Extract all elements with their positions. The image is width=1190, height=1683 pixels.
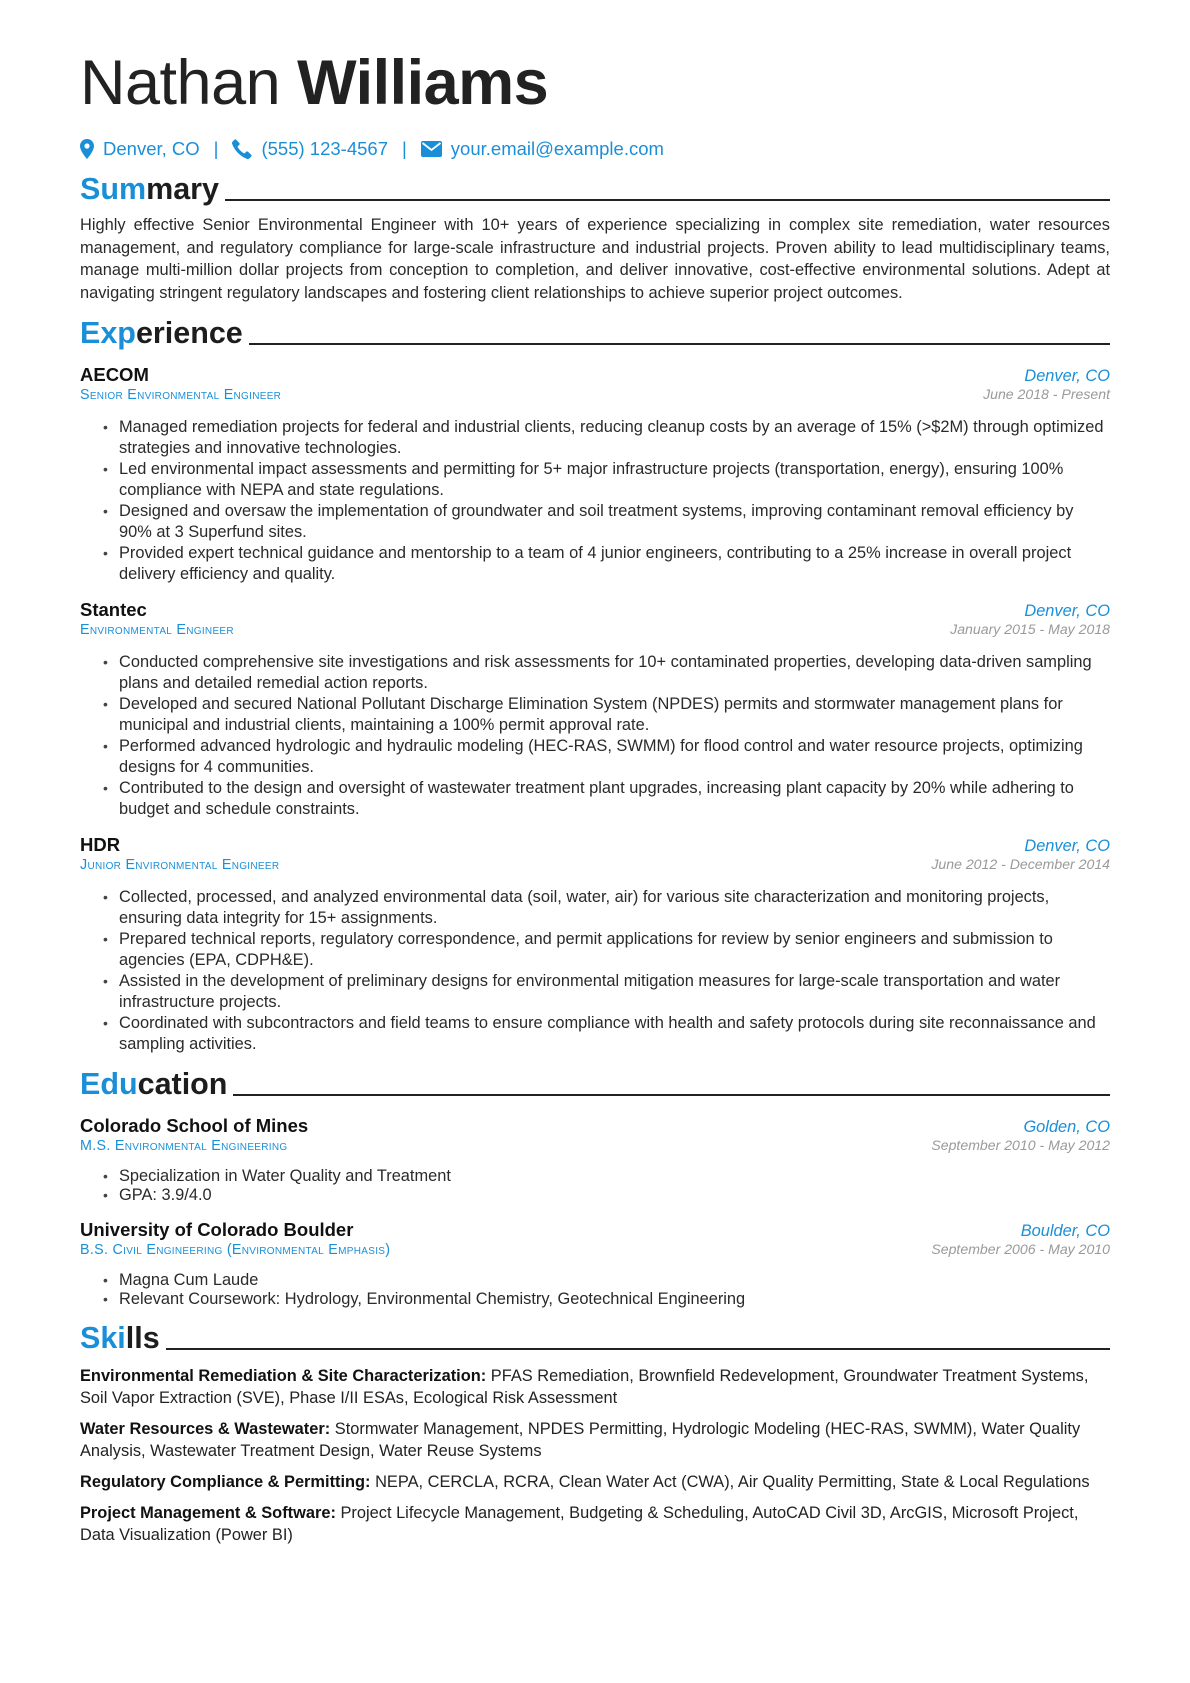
contact-location [80, 138, 200, 160]
first-name: Nathan [80, 48, 281, 118]
education-dates: September 2010 - May 2012 [931, 1137, 1110, 1154]
company-name: HDR [80, 834, 121, 856]
bullet-item: • Performed advanced hydrologic and hydraulic modeling (HEC-RAS, SWMM) for flood control and water resource projects, optimizing designs for 4 communities. [104, 736, 1110, 778]
bullet-item: • Collected, processed, and analyzed environmental data (soil, water, air) for various site characterization and monitoring projects, ensuring data integrity for 15+ assignments. [104, 887, 1110, 929]
contact-separator: | [213, 138, 219, 159]
job-dates: June 2012 - December 2014 [931, 856, 1110, 873]
company-name: AECOM [80, 364, 149, 386]
bullet-item: • GPA: 3.9/4.0 [104, 1186, 1110, 1205]
section-title-rest: lls [125, 1321, 160, 1356]
skill-value: Stormwater Management, NPDES Permitting, Hydrologic Modeling (HEC-RAS, SWMM), Water Quality Analysis, Wastewater Treatment Design, Water Reuse Systems [80, 1420, 1081, 1461]
section-title-summary [80, 172, 219, 206]
education-entry-mines [80, 1115, 1110, 1205]
school-location: Boulder, CO [1020, 1222, 1110, 1241]
bullet-item: • Relevant Coursework: Hydrology, Environmental Chemistry, Geotechnical Engineering [104, 1290, 1110, 1309]
section-rule [225, 199, 1110, 201]
summary-heading [80, 170, 1110, 206]
skills-list [80, 1365, 1110, 1546]
contact-line [80, 134, 1110, 164]
company-name: Stantec [80, 599, 147, 621]
section-rule [233, 1094, 1110, 1096]
bullet-item: • Conducted comprehensive site investigations and risk assessments for 10+ contaminated properties, developing data-driven sampling plans and detailed remedial action reports. [104, 652, 1110, 694]
skill-value: Project Lifecycle Management, Budgeting & Scheduling, AutoCAD Civil 3D, ArcGIS, Microsoft Project, Data Visualization (Power BI) [80, 1504, 1079, 1545]
school-name: University of Colorado Boulder [80, 1219, 354, 1241]
skills-heading [80, 1319, 1110, 1355]
education-dates: September 2006 - May 2010 [931, 1241, 1110, 1258]
skill-group [80, 1502, 1110, 1546]
map-pin-icon [80, 139, 103, 159]
experience-entry-stantec [80, 599, 1110, 820]
section-rule [249, 343, 1110, 345]
section-rule [166, 1348, 1110, 1350]
section-title-accent: Sum [80, 172, 147, 206]
section-title-rest: mary [146, 172, 220, 206]
candidate-name [80, 46, 1110, 120]
skill-group [80, 1418, 1110, 1462]
education-heading [80, 1065, 1110, 1101]
school-name: Colorado School of Mines [80, 1115, 309, 1137]
education-entry-cu-boulder [80, 1219, 1110, 1309]
section-title-skills [80, 1321, 160, 1355]
bullet-item: • Magna Cum Laude [104, 1271, 1110, 1290]
job-bullets [80, 417, 1110, 585]
bullet-item: • Developed and secured National Pollutant Discharge Elimination System (NPDES) permits and stormwater management plans for municipal and industrial clients, maintaining a 100% permit approval rate. [104, 694, 1110, 736]
job-location: Denver, CO [1024, 602, 1110, 621]
bullet-item: • Provided expert technical guidance and mentorship to a team of 4 junior engineers, contributing to a 25% increase in overall project delivery efficiency and quality. [104, 543, 1110, 585]
experience-heading [80, 314, 1110, 350]
summary-text: Highly effective Senior Environmental Engineer with 10+ years of experience specializing in complex site remediation, water resources management, and regulatory compliance for large-scale infrastructure and industrial projects. Proven ability to lead multidisciplinary teams, manage multi-million dollar projects from conception to completion, and deliver innovative, cost-effective environmental solutions. Adept at navigating stringent regulatory landscapes and fostering client relationships to achieve superior project outcomes. [80, 216, 1110, 302]
bullet-item: • Designed and oversaw the implementation of groundwater and soil treatment systems, improving contaminant removal efficiency by 90% at 3 Superfund sites. [104, 501, 1110, 543]
job-location: Denver, CO [1024, 367, 1110, 386]
section-title-accent: Edu [80, 1067, 138, 1102]
education-bullets [80, 1271, 1110, 1309]
job-location: Denver, CO [1024, 837, 1110, 856]
degree: B.S. Civil Engineering (Environmental Emphasis) [80, 1242, 391, 1259]
job-title: Senior Environmental Engineer [80, 387, 282, 404]
bullet-item: • Assisted in the development of preliminary designs for environmental mitigation measures for large-scale transportation and water infrastructure projects. [104, 971, 1110, 1013]
skill-label: Regulatory Compliance & Permitting: [80, 1473, 371, 1492]
experience-entry-hdr [80, 834, 1110, 1055]
section-title-education [80, 1067, 227, 1101]
job-title: Junior Environmental Engineer [80, 857, 280, 874]
section-title-rest: cation [137, 1067, 228, 1102]
job-bullets [80, 887, 1110, 1055]
bullet-item: • Prepared technical reports, regulatory correspondence, and permit applications for review by senior engineers and submission to agencies (EPA, CDPH&E). [104, 929, 1110, 971]
bullet-item: • Coordinated with subcontractors and field teams to ensure compliance with health and safety protocols during site reconnaissance and sampling activities. [104, 1013, 1110, 1055]
section-title-experience [80, 316, 243, 350]
section-title-accent: Ski [80, 1321, 126, 1356]
skill-label: Water Resources & Wastewater: [80, 1420, 331, 1439]
school-location: Golden, CO [1023, 1118, 1110, 1137]
bullet-item: • Specialization in Water Quality and Treatment [104, 1167, 1110, 1186]
skill-group [80, 1365, 1110, 1409]
job-dates: January 2015 - May 2018 [950, 621, 1110, 638]
skill-value: NEPA, CERCLA, RCRA, Clean Water Act (CWA), Air Quality Permitting, State & Local Regulations [375, 1473, 1090, 1492]
bullet-item: • Contributed to the design and oversight of wastewater treatment plant upgrades, increasing plant capacity by 20% while adhering to budget and schedule constraints. [104, 778, 1110, 820]
contact-separator: | [401, 138, 407, 159]
phone-icon [232, 139, 261, 159]
section-title-rest: erience [135, 316, 243, 351]
bullet-item: • Managed remediation projects for federal and industrial clients, reducing cleanup costs by an average of 15% (>$2M) through optimized strategies and innovative technologies. [104, 417, 1110, 459]
skill-value: PFAS Remediation, Brownfield Redevelopment, Groundwater Treatment Systems, Soil Vapor Extraction (SVE), Phase I/II ESAs, Ecological Risk Assessment [80, 1367, 1089, 1408]
job-bullets [80, 652, 1110, 820]
phone-text: (555) 123-4567 [261, 138, 388, 159]
experience-entry-aecom [80, 364, 1110, 585]
envelope-icon [421, 141, 451, 157]
job-dates: June 2018 - Present [983, 386, 1110, 403]
bullet-item: • Led environmental impact assessments and permitting for 5+ major infrastructure projects (transportation, energy), ensuring 100% compliance with NEPA and state regulations. [104, 459, 1110, 501]
skill-label: Environmental Remediation & Site Characterization: [80, 1367, 487, 1386]
section-title-accent: Exp [80, 316, 136, 351]
education-bullets [80, 1167, 1110, 1205]
email-text: your.email@example.com [450, 138, 664, 159]
contact-phone[interactable] [232, 138, 388, 160]
skill-label: Project Management & Software: [80, 1504, 336, 1523]
location-text: Denver, CO [103, 138, 200, 159]
skill-group [80, 1471, 1110, 1493]
job-title: Environmental Engineer [80, 622, 234, 639]
last-name: Williams [297, 48, 549, 118]
degree: M.S. Environmental Engineering [80, 1138, 288, 1155]
contact-email[interactable] [421, 138, 664, 160]
